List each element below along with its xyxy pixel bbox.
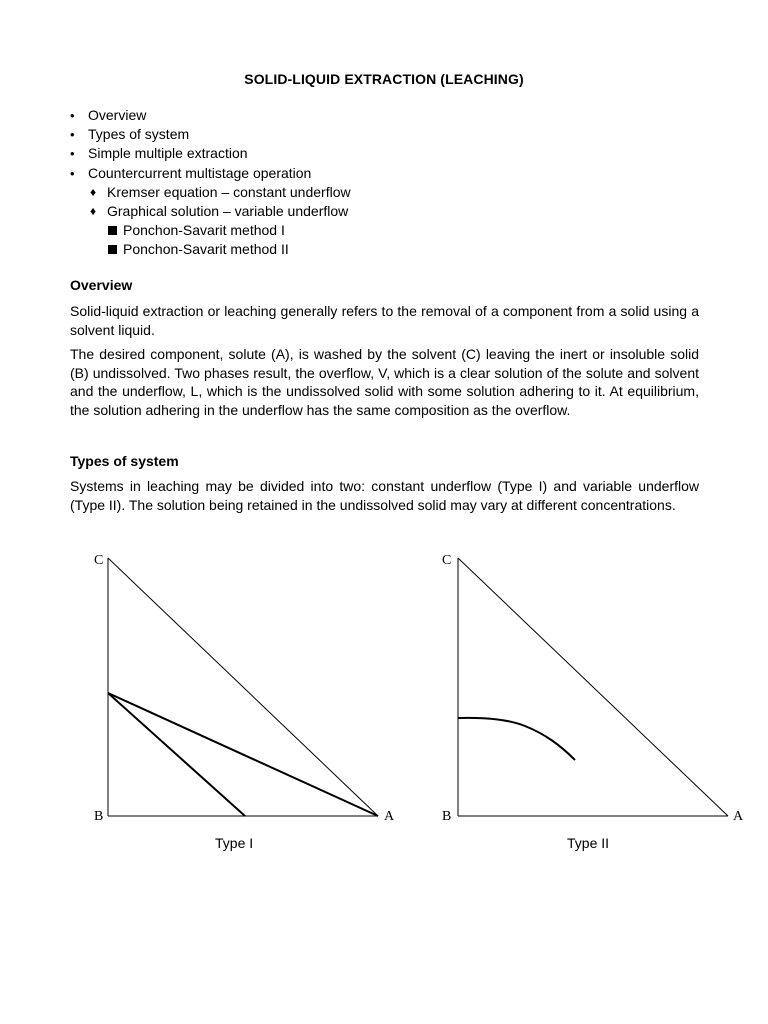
type2-diagram: [442, 553, 744, 851]
type1-hypotenuse: [108, 558, 378, 816]
type2-underflow-curve: [458, 718, 575, 760]
type1-underflow-line: [108, 693, 378, 816]
type2-vertex-b: B: [442, 809, 452, 824]
types-heading: Types of system: [70, 453, 179, 469]
outline-subitem-text: Graphical solution – variable underflow: [107, 202, 349, 219]
types-paragraph-1: Systems in leaching may be divided into two: constant underflow (Type I) and variable underflow (Type II). The solution being retained in the undissolved solid may vary at different concentrations.: [70, 478, 699, 513]
type2-vertex-a: A: [733, 809, 744, 824]
bullet-dot-icon: •: [70, 127, 75, 143]
outline-item-text: Types of system: [88, 126, 190, 143]
type1-vertex-b: B: [94, 809, 104, 824]
type1-diagram: [94, 553, 395, 851]
outline-subsubitem-text: Ponchon-Savarit method II: [123, 241, 289, 258]
type2-vertex-c: C: [442, 553, 452, 568]
outline-item: [70, 106, 351, 125]
outline-item: [70, 125, 351, 144]
type1-caption: Type I: [215, 835, 254, 851]
outline-subitem-text: Kremser equation – constant underflow: [107, 183, 351, 200]
bullet-square-icon: [108, 226, 117, 235]
bullet-dot-icon: •: [70, 165, 75, 181]
type1-vertex-a: A: [384, 809, 395, 824]
bullet-diamond-icon: ♦: [90, 203, 97, 218]
outline-item: [70, 144, 351, 163]
bullet-square-icon: [108, 245, 117, 254]
overview-paragraph-2: The desired component, solute (A), is washed by the solvent (C) leaving the inert or insoluble solid (B) undissolved. Two phases result, the overflow, V, which is a clear solution of the solute and solvent and the underflow, L, which is the undissolved solid with some solution adhering to it. At equilibrium, the solution adhering in the underflow has the same composition as the overflow.: [70, 346, 699, 418]
outline-subitem: [70, 202, 351, 221]
bullet-dot-icon: •: [70, 146, 75, 162]
outline-subsubitem-text: Ponchon-Savarit method I: [123, 222, 285, 239]
document-title: SOLID-LIQUID EXTRACTION (LEACHING): [244, 71, 524, 87]
type2-hypotenuse: [458, 558, 728, 816]
ternary-diagrams: [0, 540, 768, 860]
overview-paragraph-1: Solid-liquid extraction or leaching generally refers to the removal of a component from a solid using a solvent liquid.: [70, 303, 699, 338]
outline-item-text: Countercurrent multistage operation: [88, 164, 312, 181]
overview-heading: Overview: [70, 277, 133, 293]
outline-item: [70, 164, 351, 183]
outline-subitem: [70, 183, 351, 202]
outline-item-text: Overview: [88, 107, 147, 123]
outline-subsubitem: [70, 221, 351, 240]
type1-vertex-c: C: [94, 553, 104, 568]
outline-list: [70, 106, 351, 260]
outline-item-text: Simple multiple extraction: [88, 145, 248, 162]
type1-tie-line: [108, 693, 245, 816]
type2-caption: Type II: [567, 835, 610, 851]
bullet-diamond-icon: ♦: [90, 184, 97, 199]
bullet-dot-icon: •: [70, 108, 75, 123]
outline-subsubitem: [70, 240, 351, 259]
